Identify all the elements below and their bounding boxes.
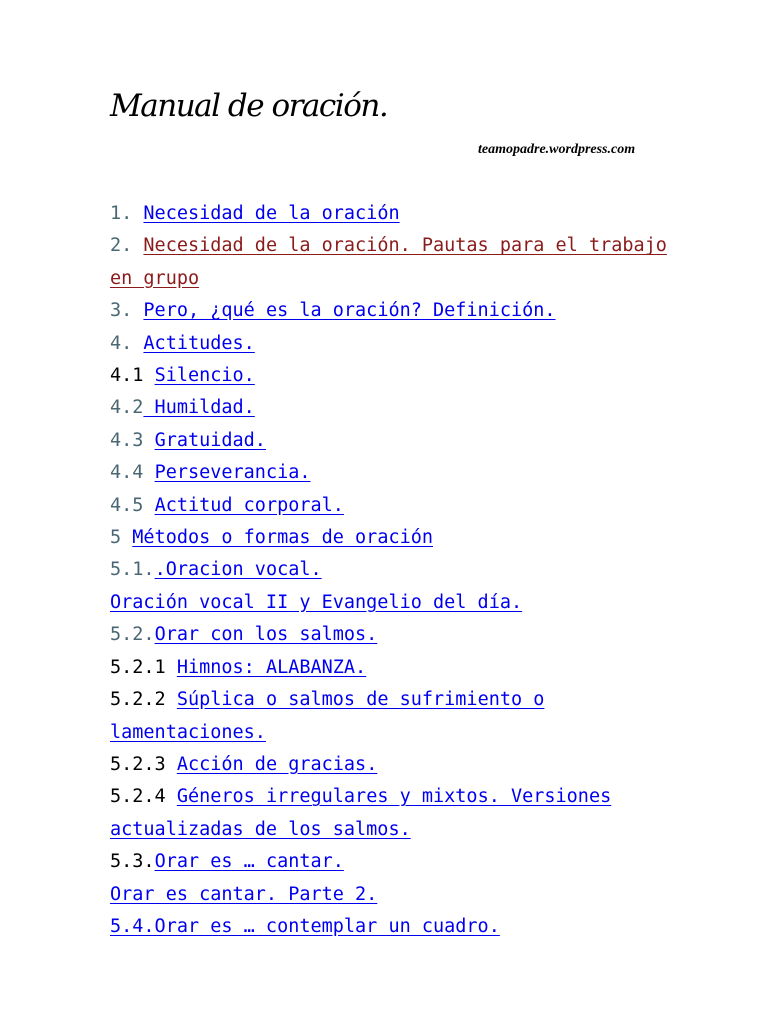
toc-link[interactable]: Humildad. bbox=[143, 397, 255, 419]
toc-number: 5.3. bbox=[110, 851, 155, 873]
toc-item bbox=[110, 522, 670, 554]
toc-item bbox=[110, 230, 670, 295]
toc-item bbox=[110, 587, 670, 619]
toc-number: 3. bbox=[110, 300, 133, 322]
toc-number: 4. bbox=[110, 332, 133, 354]
toc-number: 5.1. bbox=[110, 559, 155, 581]
toc-item bbox=[110, 619, 670, 651]
toc-item bbox=[110, 781, 670, 846]
toc-number: 5.2.4 bbox=[110, 786, 166, 808]
toc-link[interactable]: Perseverancia. bbox=[154, 462, 311, 484]
toc-item bbox=[110, 846, 670, 878]
toc-number: 5.2.3 bbox=[110, 753, 166, 775]
toc-number: 4.2 bbox=[110, 397, 144, 419]
toc-link[interactable]: Necesidad de la oración bbox=[143, 203, 400, 224]
toc-link[interactable]: Silencio. bbox=[154, 365, 255, 387]
toc-number: 4.3 bbox=[110, 429, 144, 451]
toc-link[interactable]: Oración vocal II y Evangelio del día. bbox=[110, 591, 523, 613]
toc-number: 5 bbox=[110, 527, 122, 549]
toc-link[interactable]: Orar es cantar. Parte 2. bbox=[110, 883, 378, 905]
toc-link[interactable]: Orar con los salmos. bbox=[154, 624, 378, 646]
toc-item bbox=[110, 425, 670, 457]
toc-number: 5.2.2 bbox=[110, 689, 166, 711]
toc-link[interactable]: 5.4.Orar es … contemplar un cuadro. bbox=[110, 915, 500, 937]
toc-item bbox=[110, 198, 670, 230]
toc-item bbox=[110, 328, 670, 360]
toc-link[interactable]: Pero, ¿qué es la oración? Definición. bbox=[143, 300, 556, 322]
document-title: Manual de oración. bbox=[110, 88, 388, 124]
table-of-contents bbox=[110, 198, 670, 943]
toc-number: 2. bbox=[110, 235, 133, 257]
toc-number: 1. bbox=[110, 203, 133, 224]
toc-item bbox=[110, 360, 670, 392]
toc-number: 4.5 bbox=[110, 494, 144, 516]
toc-number: 5.2.1 bbox=[110, 656, 166, 678]
toc-link[interactable]: Actitudes. bbox=[143, 332, 255, 354]
toc-number: 4.4 bbox=[110, 462, 144, 484]
toc-link[interactable]: Actitud corporal. bbox=[154, 494, 344, 516]
toc-item bbox=[110, 911, 670, 943]
toc-number: 4.1 bbox=[110, 365, 144, 387]
toc-item bbox=[110, 295, 670, 327]
toc-link[interactable]: Necesidad de la oración. Pautas para el trabajo en grupo bbox=[110, 235, 667, 289]
toc-link[interactable]: Acción de gracias. bbox=[176, 753, 378, 775]
toc-item bbox=[110, 879, 670, 911]
toc-item bbox=[110, 684, 670, 749]
toc-item bbox=[110, 392, 670, 424]
toc-item bbox=[110, 652, 670, 684]
toc-link[interactable]: .Oracion vocal. bbox=[154, 559, 322, 581]
toc-item bbox=[110, 749, 670, 781]
toc-number: 5.2. bbox=[110, 624, 155, 646]
toc-item bbox=[110, 554, 670, 586]
toc-link[interactable]: Súplica o salmos de sufrimiento o lamentaciones. bbox=[110, 689, 545, 743]
toc-link[interactable]: Himnos: ALABANZA. bbox=[176, 656, 367, 678]
toc-item bbox=[110, 457, 670, 489]
toc-link[interactable]: Gratuidad. bbox=[154, 429, 266, 451]
toc-link[interactable]: Orar es … cantar. bbox=[154, 851, 344, 873]
toc-item bbox=[110, 490, 670, 522]
toc-link[interactable]: Géneros irregulares y mixtos. Versiones actualizadas de los salmos. bbox=[110, 786, 612, 840]
toc-link[interactable]: Métodos o formas de oración bbox=[132, 527, 434, 549]
site-url: teamopadre.wordpress.com bbox=[478, 142, 636, 157]
